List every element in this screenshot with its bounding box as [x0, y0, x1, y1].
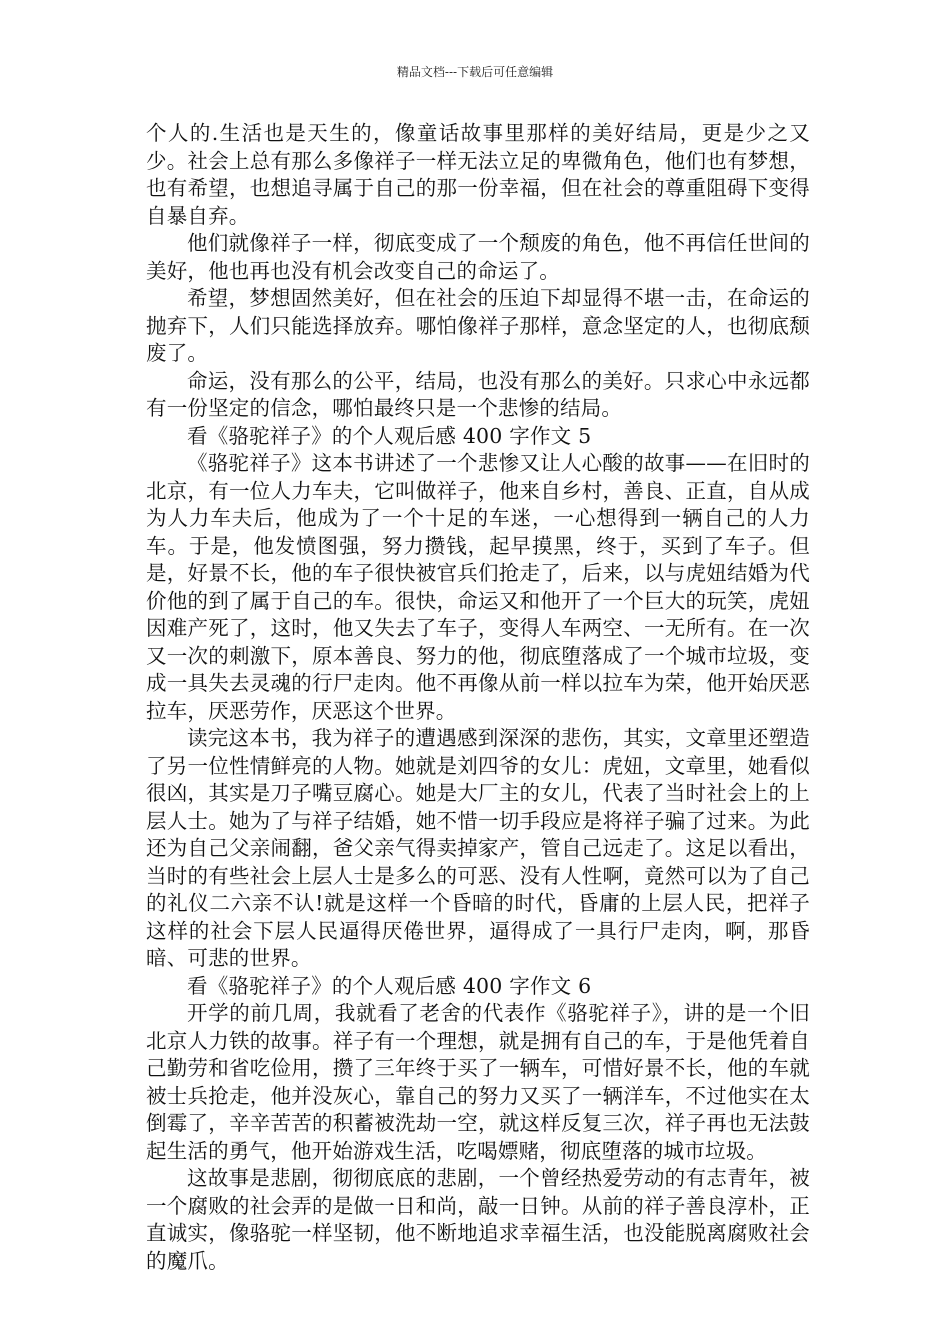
- paragraph: 个人的.生活也是天生的，像童话故事里那样的美好结局，更是少之又少。社会上总有那么多像祥子一样无法立足的卑微角色，他们也有梦想，也有希望，也想追寻属于自己的那一份幸福，但在社会的尊重阻碍下变得自暴自弃。: [146, 121, 810, 228]
- section-heading: 看《骆驼祥子》的个人观后感 400 字作文 6: [187, 973, 592, 998]
- page-header: 精品文档---下载后可任意编辑: [396, 65, 554, 79]
- paragraph: 读完这本书，我为祥子的遭遇感到深深的悲伤，其实，文章里还塑造了另一位性情鲜亮的人物。她就是刘四爷的女儿：虎妞，文章里，她看似很凶，其实是刀子嘴豆腐心。她是大厂主的女儿，代表了当时社会上的上层人士。她为了与祥子结婚，她不惜一切手段应是将祥子骗了过来。为此还为自己父亲闹翻，爸父亲气得卖掉家产，管自己远走了。这足以看出，当时的有些社会上层人士是多么的可恶、没有人性啊，竟然可以为了自己的礼仪二六亲不认!就是这样一个昏暗的时代，昏庸的上层人民，把祥子这样的社会下层人民逼得厌倦世界，逼得成了一具行尸走肉，啊，那昏暗、可悲的世界。: [146, 726, 810, 970]
- paragraph: 开学的前几周，我就看了老舍的代表作《骆驼祥子》，讲的是一个旧北京人力铁的故事。祥子有一个理想，就是拥有自己的车，于是他凭着自己勤劳和省吃俭用，攒了三年终于买了一辆车，可惜好景不长，他的车就被士兵抢走，他并没灰心，靠自己的努力又买了一辆洋车，不过他实在太倒霉了，辛辛苦苦的积蓄被洗劫一空，就这样反复三次，祥子再也无法鼓起生活的勇气，他开始游戏生活，吃喝嫖赌，彻底堕落的城市垃圾。: [146, 1001, 810, 1163]
- paragraph: 命运，没有那么的公平，结局，也没有那么的美好。只求心中永远都有一份坚定的信念，哪怕最终只是一个悲惨的结局。: [146, 368, 810, 420]
- paragraph: 希望，梦想固然美好，但在社会的压迫下却显得不堪一击，在命运的抛弃下，人们只能选择放弃。哪怕像祥子那样，意念坚定的人，也彻底颓废了。: [146, 286, 810, 365]
- paragraph: 这故事是悲剧，彻彻底底的悲剧，一个曾经热爱劳动的有志青年，被一个腐败的社会弄的是做一日和尚，敲一日钟。从前的祥子善良淳朴，正直诚实，像骆驼一样坚韧，他不断地追求幸福生活，也没能脱离腐败社会的魔爪。: [146, 1166, 810, 1273]
- document-body: [146, 120, 810, 1275]
- paragraph: 他们就像祥子一样，彻底变成了一个颓废的角色，他不再信任世间的美好，他也再也没有机会改变自己的命运了。: [146, 231, 810, 283]
- paragraph: 《骆驼祥子》这本书讲述了一个悲惨又让人心酸的故事——在旧时的北京，有一位人力车夫，它叫做祥子，他来自乡村，善良、正直，自从成为人力车夫后，他成为了一个十足的车迷，一心想得到一辆自己的人力车。于是，他发愤图强，努力攒钱，起早摸黑，终于，买到了车子。但是，好景不长，他的车子很快被官兵们抢走了，后来，以与虎妞结婚为代价他的到了属于自己的车。很快，命运又和他开了一个巨大的玩笑，虎妞因难产死了，这时，他又失去了车子，变得人车两空、一无所有。在一次又一次的刺激下，原本善良、努力的他，彻底堕落成了一个城市垃圾，变成一具失去灵魂的行尸走肉。他不再像从前一样以拉车为荣，他开始厌恶拉车，厌恶劳作，厌恶这个世界。: [146, 451, 810, 723]
- section-heading: 看《骆驼祥子》的个人观后感 400 字作文 5: [187, 423, 592, 448]
